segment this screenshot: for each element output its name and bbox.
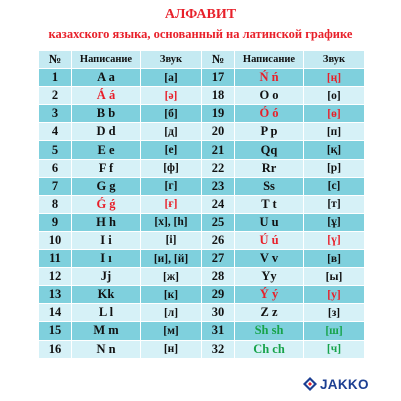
- letter-spelling-cell: H h: [72, 213, 141, 231]
- letter-spelling-cell: Ý ý: [235, 286, 304, 304]
- letter-sound-cell: [р]: [304, 159, 365, 177]
- table-row: [39, 268, 202, 286]
- table-row: [39, 340, 202, 358]
- letter-sound-cell: [г]: [141, 177, 202, 195]
- letter-sound-cell: [ч]: [304, 340, 365, 358]
- letter-sound-cell: [и], [й]: [141, 250, 202, 268]
- letter-spelling-cell: Ǵ ǵ: [72, 195, 141, 213]
- letter-sound-cell: [м]: [141, 322, 202, 340]
- letter-sound-cell: [в]: [304, 250, 365, 268]
- letter-sound-cell: [л]: [141, 304, 202, 322]
- table-row: [202, 286, 365, 304]
- letter-spelling-cell: G g: [72, 177, 141, 195]
- table-row: [202, 322, 365, 340]
- page-title: АЛФАВИТ: [164, 7, 237, 22]
- letter-spelling-cell: B b: [72, 105, 141, 123]
- letter-number-cell: 13: [39, 286, 72, 304]
- brand-logo-text: JAKKO: [320, 376, 369, 392]
- brand-logo: [302, 376, 369, 392]
- letter-number-cell: 11: [39, 250, 72, 268]
- letter-spelling-cell: T t: [235, 195, 304, 213]
- letter-number-cell: 32: [202, 340, 235, 358]
- letter-number-cell: 1: [39, 69, 72, 87]
- column-header-number: №: [39, 51, 72, 69]
- letter-sound-cell: [ы]: [304, 268, 365, 286]
- letter-sound-cell: [ш]: [304, 322, 365, 340]
- letter-spelling-cell: D d: [72, 123, 141, 141]
- table-row: [202, 340, 365, 358]
- letter-number-cell: 8: [39, 195, 72, 213]
- alphabet-table-right: [201, 50, 365, 359]
- table-row: [39, 286, 202, 304]
- table-row: [202, 250, 365, 268]
- letter-sound-cell: [с]: [304, 177, 365, 195]
- letter-sound-cell: [к]: [141, 286, 202, 304]
- column-header-spelling: Написание: [235, 51, 304, 69]
- letter-sound-cell: [х], [һ]: [141, 213, 202, 231]
- letter-sound-cell: [ж]: [141, 268, 202, 286]
- table-row: [202, 231, 365, 249]
- letter-spelling-cell: V v: [235, 250, 304, 268]
- letter-spelling-cell: P p: [235, 123, 304, 141]
- letter-spelling-cell: N n: [72, 340, 141, 358]
- page-subtitle: казахского языка, основанный на латинской графике: [48, 27, 353, 41]
- table-row: [39, 123, 202, 141]
- table-header-row: [202, 51, 365, 69]
- table-row: [202, 69, 365, 87]
- table-row: [39, 231, 202, 249]
- letter-number-cell: 18: [202, 87, 235, 105]
- letter-sound-cell: [ғ]: [141, 195, 202, 213]
- letter-spelling-cell: Z z: [235, 304, 304, 322]
- letter-spelling-cell: E e: [72, 141, 141, 159]
- letter-sound-cell: [з]: [304, 304, 365, 322]
- letter-sound-cell: [у]: [304, 286, 365, 304]
- letter-number-cell: 24: [202, 195, 235, 213]
- letter-number-cell: 23: [202, 177, 235, 195]
- letter-number-cell: 5: [39, 141, 72, 159]
- letter-number-cell: 14: [39, 304, 72, 322]
- letter-sound-cell: [ә]: [141, 87, 202, 105]
- table-row: [202, 195, 365, 213]
- letter-spelling-cell: Ń ń: [235, 69, 304, 87]
- letter-number-cell: 19: [202, 105, 235, 123]
- table-header-row: [39, 51, 202, 69]
- letter-sound-cell: [ң]: [304, 69, 365, 87]
- letter-number-cell: 6: [39, 159, 72, 177]
- letter-number-cell: 29: [202, 286, 235, 304]
- column-header-sound: Звук: [304, 51, 365, 69]
- table-row: [39, 304, 202, 322]
- table-row: [39, 322, 202, 340]
- table-row: [202, 105, 365, 123]
- letter-number-cell: 15: [39, 322, 72, 340]
- letter-number-cell: 7: [39, 177, 72, 195]
- table-row: [202, 159, 365, 177]
- letter-sound-cell: [д]: [141, 123, 202, 141]
- table-row: [39, 177, 202, 195]
- letter-sound-cell: [і]: [141, 231, 202, 249]
- letter-number-cell: 9: [39, 213, 72, 231]
- letter-spelling-cell: L l: [72, 304, 141, 322]
- letter-sound-cell: [б]: [141, 105, 202, 123]
- letter-sound-cell: [ү]: [304, 231, 365, 249]
- table-row: [39, 250, 202, 268]
- letter-number-cell: 25: [202, 213, 235, 231]
- table-row: [39, 141, 202, 159]
- letter-number-cell: 22: [202, 159, 235, 177]
- letter-number-cell: 4: [39, 123, 72, 141]
- letter-number-cell: 16: [39, 340, 72, 358]
- letter-spelling-cell: Ss: [235, 177, 304, 195]
- letter-sound-cell: [ө]: [304, 105, 365, 123]
- letter-sound-cell: [қ]: [304, 141, 365, 159]
- letter-number-cell: 2: [39, 87, 72, 105]
- letter-sound-cell: [т]: [304, 195, 365, 213]
- letter-spelling-cell: F f: [72, 159, 141, 177]
- letter-spelling-cell: I i: [72, 231, 141, 249]
- letter-number-cell: 27: [202, 250, 235, 268]
- letter-number-cell: 10: [39, 231, 72, 249]
- table-row: [202, 268, 365, 286]
- letter-sound-cell: [ұ]: [304, 213, 365, 231]
- letter-number-cell: 21: [202, 141, 235, 159]
- letter-spelling-cell: Ch ch: [235, 340, 304, 358]
- letter-number-cell: 20: [202, 123, 235, 141]
- letter-spelling-cell: Ó ó: [235, 105, 304, 123]
- letter-spelling-cell: I ı: [72, 250, 141, 268]
- letter-spelling-cell: Jj: [72, 268, 141, 286]
- table-row: [39, 105, 202, 123]
- letter-sound-cell: [о]: [304, 87, 365, 105]
- letter-number-cell: 17: [202, 69, 235, 87]
- letter-spelling-cell: Yy: [235, 268, 304, 286]
- letter-number-cell: 26: [202, 231, 235, 249]
- letter-number-cell: 3: [39, 105, 72, 123]
- table-row: [202, 87, 365, 105]
- letter-spelling-cell: A a: [72, 69, 141, 87]
- letter-spelling-cell: M m: [72, 322, 141, 340]
- letter-number-cell: 12: [39, 268, 72, 286]
- table-row: [202, 177, 365, 195]
- column-header-sound: Звук: [141, 51, 202, 69]
- letter-number-cell: 28: [202, 268, 235, 286]
- column-header-number: №: [202, 51, 235, 69]
- table-row: [39, 87, 202, 105]
- column-header-spelling: Написание: [72, 51, 141, 69]
- letter-spelling-cell: Rr: [235, 159, 304, 177]
- letter-spelling-cell: Kk: [72, 286, 141, 304]
- letter-sound-cell: [е]: [141, 141, 202, 159]
- table-row: [202, 123, 365, 141]
- letter-spelling-cell: Qq: [235, 141, 304, 159]
- letter-spelling-cell: Á á: [72, 87, 141, 105]
- table-row: [202, 304, 365, 322]
- table-row: [39, 159, 202, 177]
- letter-sound-cell: [п]: [304, 123, 365, 141]
- letter-spelling-cell: U u: [235, 213, 304, 231]
- table-row: [39, 213, 202, 231]
- brand-logo-icon: [302, 376, 318, 392]
- letter-spelling-cell: Ú ú: [235, 231, 304, 249]
- table-row: [202, 141, 365, 159]
- letter-spelling-cell: Sh sh: [235, 322, 304, 340]
- letter-sound-cell: [ф]: [141, 159, 202, 177]
- letter-number-cell: 30: [202, 304, 235, 322]
- letter-number-cell: 31: [202, 322, 235, 340]
- table-row: [202, 213, 365, 231]
- alphabet-table-left: [38, 50, 202, 359]
- table-row: [39, 195, 202, 213]
- letter-sound-cell: [а]: [141, 69, 202, 87]
- letter-spelling-cell: O o: [235, 87, 304, 105]
- letter-sound-cell: [н]: [141, 340, 202, 358]
- table-row: [39, 69, 202, 87]
